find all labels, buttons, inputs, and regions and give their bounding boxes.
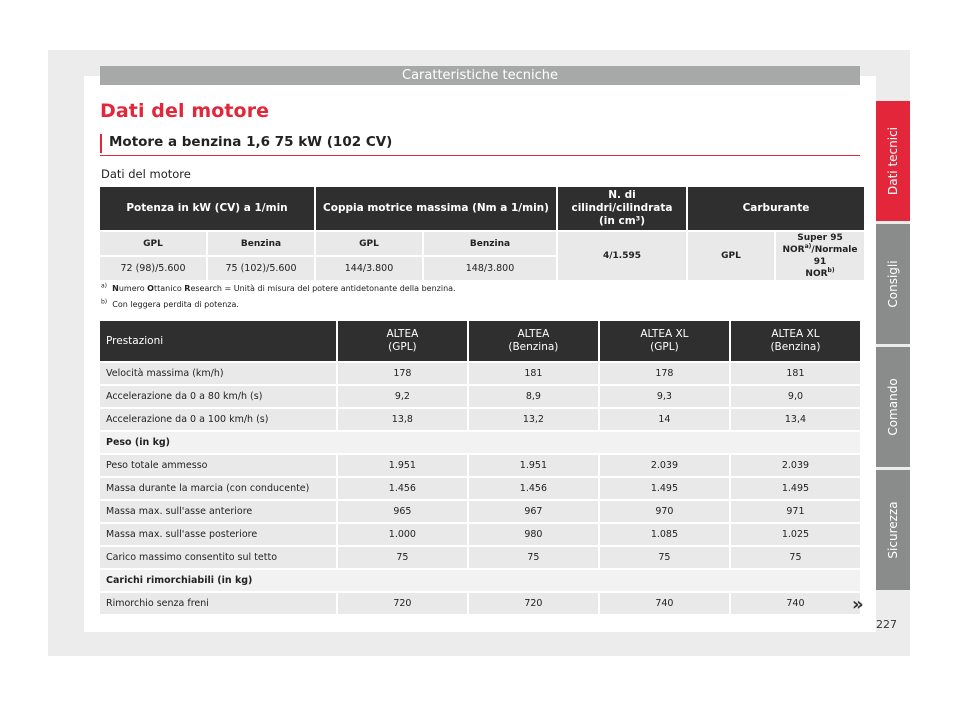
table-row [100,386,860,407]
footnote-a-b3: R [184,284,191,293]
section-label: Peso (in kg) [100,432,860,453]
table-cell: 1.456 [469,478,598,499]
row-label: Massa max. sull'asse anteriore [100,501,336,522]
table-cell: 1.951 [469,455,598,476]
side-tab-label: Consigli [886,260,900,308]
table-cell: 9,2 [338,386,467,407]
table-cell: 75 [338,547,467,568]
section-row [100,432,860,453]
subheader-power-benzina: Benzina [208,232,314,255]
subheader-power-gpl: GPL [100,232,206,255]
perf-header-col4-l2: (Benzina) [770,341,821,353]
perf-header-col1-l2: (GPL) [388,341,417,353]
page-number: 227 [876,618,897,631]
perf-header-col4-l1: ALTEA XL [771,328,820,340]
perf-header-col2-l2: (Benzina) [508,341,559,353]
fuel-note-line1: Super 95 [797,233,843,243]
perf-header-col2-l1: ALTEA [517,328,550,340]
table-cell: 13,8 [338,409,467,430]
perf-header-altea-benzina [469,321,598,361]
footnote-b-mark: b) [101,298,108,306]
table-row [100,501,860,522]
table-cell: 75 [600,547,729,568]
row-label: Velocità massima (km/h) [100,363,336,384]
table-cell: 1.951 [338,455,467,476]
table-cell: 720 [469,593,598,614]
table-row [100,524,860,545]
row-label: Rimorchio senza freni [100,593,336,614]
perf-header-altea-xl-gpl [600,321,729,361]
perf-header-altea-xl-benzina [731,321,860,361]
table-cell: 1.085 [600,524,729,545]
table-cell: 1.495 [731,478,860,499]
header-power: Potenza in kW (CV) a 1/min [100,187,314,230]
footnotes [101,281,456,313]
table-cell: 1.456 [338,478,467,499]
row-label: Massa max. sull'asse posteriore [100,524,336,545]
footnote-a-t3: esearch = Unità di misura del potere antidetonante della benzina. [190,284,456,293]
table-cell: 178 [600,363,729,384]
perf-header-altea-gpl [338,321,467,361]
side-tab-consigli[interactable] [876,224,910,344]
section-row [100,570,860,591]
table-cell: 740 [731,593,860,614]
subheader-torque-gpl: GPL [316,232,422,255]
subtitle-accent-bar [100,134,102,153]
performance-table-body [100,363,860,614]
table-row [100,409,860,430]
table-cell: 9,3 [600,386,729,407]
table-row [100,547,860,568]
continue-arrow-icon: » [852,594,864,615]
table-cell: 720 [338,593,467,614]
fuel-note-nor1: NOR [782,245,805,255]
side-tab-label: Sicurezza [886,501,900,559]
table-row [100,478,860,499]
table-cell: 980 [469,524,598,545]
engine-data-table [98,185,866,282]
footnote-a-t2: ttanico [153,284,185,293]
table-cell: 13,4 [731,409,860,430]
fuel-note-sup2: b) [827,267,835,274]
subheader-torque-benzina: Benzina [424,232,556,255]
performance-table [98,319,862,616]
power-gpl-value: 72 (98)/5.600 [100,257,206,280]
torque-benzina-value: 148/3.800 [424,257,556,280]
table-cell: 1.025 [731,524,860,545]
section-label: Carichi rimorchiabili (in kg) [100,570,860,591]
engine-subtitle: Motore a benzina 1,6 75 kW (102 CV) [109,134,393,150]
footnote-a [101,281,456,297]
side-tab-sicurezza[interactable] [876,470,910,590]
table-cell: 740 [600,593,729,614]
perf-header-col3-l1: ALTEA XL [640,328,689,340]
chapter-header: Caratteristiche tecniche [100,66,860,85]
footnote-a-mark: a) [101,282,108,290]
side-tab-label: Comando [886,378,900,436]
table-cell: 2.039 [600,455,729,476]
fuel-benzina-note [776,232,864,280]
table-cell: 965 [338,501,467,522]
header-cylinders [558,187,686,230]
footnote-a-t1: umero [118,284,148,293]
table-cell: 13,2 [469,409,598,430]
header-cylinders-line2: (in cm³) [598,215,646,227]
footnote-b [101,297,456,313]
table-row [100,455,860,476]
header-torque: Coppia motrice massima (Nm a 1/min) [316,187,556,230]
row-label: Carico massimo consentito sul tetto [100,547,336,568]
table-cell: 181 [731,363,860,384]
row-label: Accelerazione da 0 a 100 km/h (s) [100,409,336,430]
header-cylinders-line1: N. di cilindri/cilindrata [571,189,673,214]
table-cell: 75 [469,547,598,568]
fuel-note-sup1: a) [804,243,812,250]
table-cell: 178 [338,363,467,384]
footnote-a-b1: N [112,284,119,293]
power-benzina-value: 75 (102)/5.600 [208,257,314,280]
row-label: Massa durante la marcia (con conducente) [100,478,336,499]
table-caption: Dati del motore [101,167,191,181]
perf-header-label: Prestazioni [100,321,336,361]
table-cell: 1.000 [338,524,467,545]
table-row [100,363,860,384]
torque-gpl-value: 144/3.800 [316,257,422,280]
row-label: Peso totale ammesso [100,455,336,476]
table-cell: 971 [731,501,860,522]
table-cell: 970 [600,501,729,522]
perf-header-col1-l1: ALTEA [386,328,419,340]
footnote-a-b2: O [147,284,154,293]
subtitle-row [100,132,860,156]
table-cell: 9,0 [731,386,860,407]
table-cell: 8,9 [469,386,598,407]
fuel-note-nor2: NOR [805,269,828,279]
table-cell: 75 [731,547,860,568]
cylinders-value: 4/1.595 [558,232,686,280]
header-fuel: Carburante [688,187,864,230]
table-cell: 14 [600,409,729,430]
side-tab-comando[interactable] [876,347,910,467]
fuel-note-mid: /Normale 91 [811,245,858,267]
side-tab-dati-tecnici[interactable] [876,101,910,221]
perf-header-col3-l2: (GPL) [650,341,679,353]
fuel-gpl: GPL [688,232,774,280]
table-cell: 1.495 [600,478,729,499]
table-cell: 2.039 [731,455,860,476]
table-row [100,593,860,614]
footnote-b-text: Con leggera perdita di potenza. [112,300,239,309]
row-label: Accelerazione da 0 a 80 km/h (s) [100,386,336,407]
section-title: Dati del motore [100,100,270,122]
side-tab-label: Dati tecnici [886,126,900,196]
table-cell: 967 [469,501,598,522]
table-cell: 181 [469,363,598,384]
